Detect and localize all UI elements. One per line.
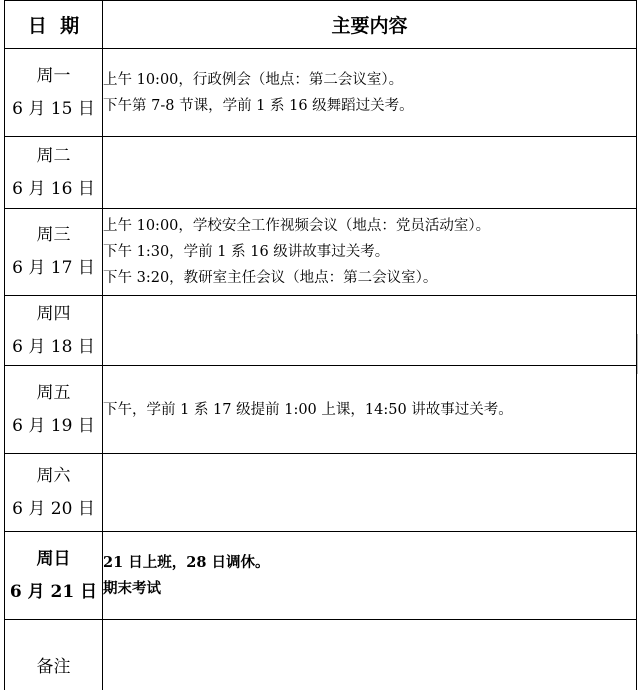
month-day-label: 6 月 20 日 [12, 498, 95, 519]
content-cell [103, 209, 637, 296]
content-cell [103, 296, 637, 366]
content-line: 下午 3:20，教研室主任会议（地点：第二会议室）。 [103, 270, 438, 286]
content-line: 上午 10:00，学校安全工作视频会议（地点：党员活动室）。 [103, 218, 491, 234]
date-cell [5, 454, 103, 532]
month-day-label: 6 月 16 日 [12, 178, 95, 199]
schedule-row [5, 532, 637, 620]
weekday-label: 周五 [36, 382, 71, 403]
weekly-schedule-table [4, 0, 637, 690]
weekday-label: 周一 [36, 65, 71, 86]
weekday-label: 周三 [36, 225, 71, 245]
content-cell [103, 366, 637, 454]
content-cell [103, 532, 637, 620]
month-day-label: 6 月 15 日 [12, 98, 95, 119]
date-cell [5, 49, 103, 137]
weekday-label: 周日 [36, 548, 71, 569]
content-line: 下午 1:30，学前 1 系 16 级讲故事过关考。 [103, 244, 390, 260]
remark-row [5, 620, 637, 690]
schedule-row [5, 49, 637, 137]
month-day-label: 6 月 17 日 [12, 258, 95, 278]
remark-content-cell [103, 620, 637, 690]
content-line: 21 日上班，28 日调休。 [103, 553, 270, 571]
schedule-row [5, 454, 637, 532]
content-cell [103, 454, 637, 532]
date-column-header: 日 期 [5, 1, 103, 49]
content-line: 上午 10:00，行政例会（地点：第二会议室）。 [103, 71, 404, 88]
content-line: 期末考试 [103, 579, 161, 597]
content-cell [103, 137, 637, 209]
date-cell [5, 366, 103, 454]
schedule-row [5, 209, 637, 296]
weekday-label: 周六 [36, 465, 71, 486]
date-cell [5, 296, 103, 366]
month-day-label: 6 月 19 日 [12, 415, 95, 436]
weekday-label: 周四 [36, 303, 71, 324]
remark-label-cell [5, 620, 103, 690]
content-cell [103, 49, 637, 137]
schedule-row [5, 366, 637, 454]
month-day-label: 6 月 18 日 [12, 336, 95, 357]
date-cell [5, 137, 103, 209]
content-line: 下午，学前 1 系 17 级提前 1:00 上课，14:50 讲故事过关考。 [103, 401, 513, 418]
schedule-row [5, 296, 637, 366]
remark-label: 备注 [36, 656, 71, 677]
content-line: 下午第 7-8 节课，学前 1 系 16 级舞蹈过关考。 [103, 97, 414, 114]
month-day-label: 6 月 21 日 [9, 581, 98, 602]
schedule-row [5, 137, 637, 209]
weekday-label: 周二 [36, 145, 71, 166]
date-cell [5, 532, 103, 620]
header-row [5, 1, 637, 49]
content-column-header: 主要内容 [103, 1, 637, 49]
page-edge-marker [637, 334, 642, 374]
date-cell [5, 209, 103, 296]
